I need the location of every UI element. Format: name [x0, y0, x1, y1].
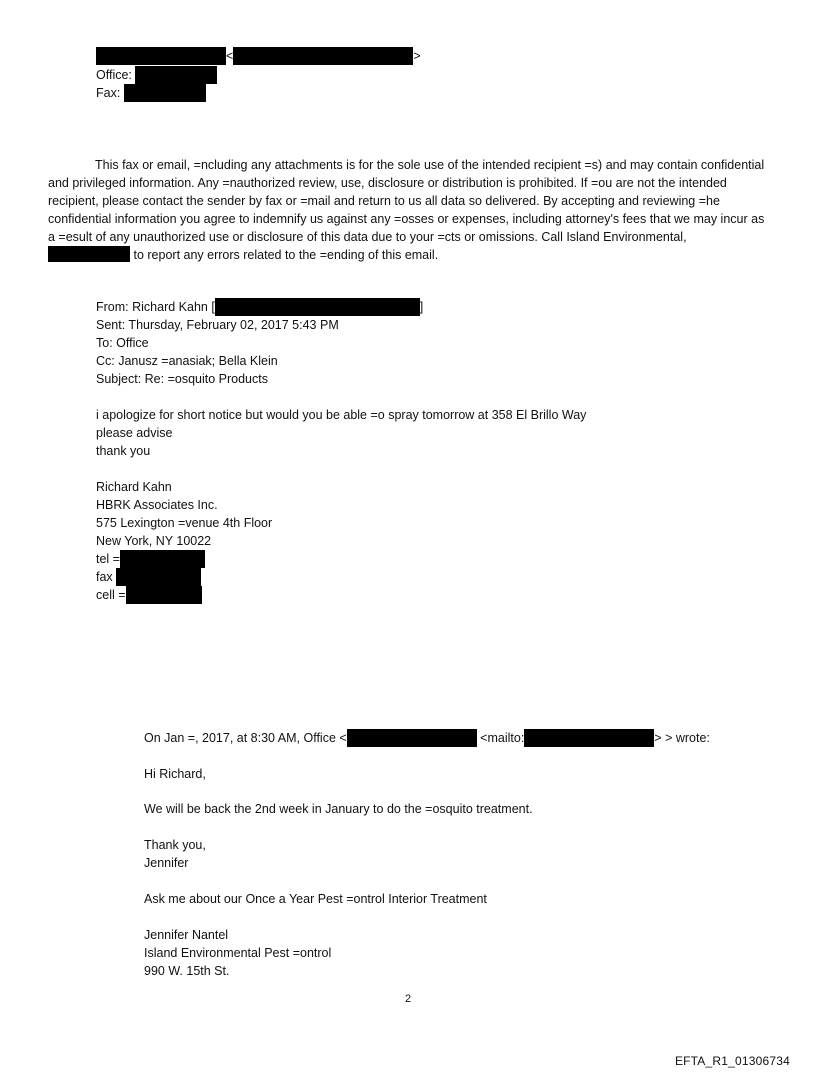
quoted-sig-name: Jennifer Nantel [144, 928, 229, 942]
signature-fax-line [96, 568, 201, 586]
signature-cell-line [96, 586, 202, 604]
quoted-sig-address: 990 W. 15th St. [144, 964, 230, 978]
header-office-line [96, 66, 217, 84]
quoted-sig-company: Island Environmental Pest =ontrol [144, 946, 332, 960]
redacted-tel [120, 550, 205, 568]
fax-label-sig: fax [96, 570, 113, 584]
redacted-office-number [135, 66, 217, 84]
redacted-phone [48, 246, 130, 262]
quoted-body: We will be back the 2nd week in January to do the =osquito treatment. [144, 802, 533, 816]
signature-tel-line [96, 550, 205, 568]
quoted-header-prefix: On Jan =, 2017, at 8:30 AM, Office < [144, 731, 347, 745]
office-label: Office: [96, 68, 132, 82]
document-id: EFTA_R1_01306734 [674, 1054, 790, 1068]
redacted-office-email [347, 729, 477, 747]
redacted-mailto-email [524, 729, 654, 747]
redacted-fax [116, 568, 201, 586]
sent-line: Sent: Thursday, February 02, 2017 5:43 PM [96, 318, 339, 332]
quoted-header-suffix: > > wrote: [654, 731, 710, 745]
quoted-ask: Ask me about our Once a Year Pest =ontrol Interior Treatment [144, 892, 487, 906]
cc-line: Cc: Janusz =anasiak; Bella Klein [96, 354, 278, 368]
header-sender-line [96, 47, 421, 65]
signature-name: Richard Kahn [96, 480, 172, 494]
disclaimer-paragraph [48, 156, 770, 264]
message-line-3: thank you [96, 444, 151, 458]
cell-label: cell = [96, 588, 126, 602]
quoted-sender-first: Jennifer [144, 856, 189, 870]
redacted-cell [126, 586, 202, 604]
redacted-sender-email [233, 47, 413, 65]
mailto-label: <mailto: [480, 731, 525, 745]
redacted-sender-name [96, 47, 226, 65]
signature-address-1: 575 Lexington =venue 4th Floor [96, 516, 273, 530]
lt-bracket: < [226, 49, 234, 63]
message-line-2: please advise [96, 426, 173, 440]
page-number: 2 [404, 993, 412, 1005]
signature-address-2: New York, NY 10022 [96, 534, 212, 548]
signature-company: HBRK Associates Inc. [96, 498, 218, 512]
from-suffix: ] [419, 300, 424, 314]
tel-label: tel = [96, 552, 120, 566]
from-line [96, 298, 423, 316]
fax-label: Fax: [96, 86, 121, 100]
header-fax-line [96, 84, 206, 102]
quoted-header-line [144, 729, 710, 747]
disclaimer-text-end: to report any errors related to the =ending of this email. [133, 248, 439, 262]
to-line: To: Office [96, 336, 149, 350]
message-line-1: i apologize for short notice but would you be able =o spray tomorrow at 358 El Brillo Way [96, 408, 587, 422]
from-prefix: From: Richard Kahn [ [96, 300, 215, 314]
subject-line: Subject: Re: =osquito Products [96, 372, 268, 386]
quoted-greeting: Hi Richard, [144, 767, 206, 781]
gt-bracket: > [413, 49, 421, 63]
redacted-from-email [215, 298, 420, 316]
redacted-fax-number [124, 84, 206, 102]
disclaimer-text: This fax or email, =ncluding any attachments is for the sole use of the intended recipient =s) and may contain confidential and privileged information. Any =nauthorized review, use, disclosure or distribution is prohibited. If =ou are not the intended recipient, please contact the sender by fax or =mail and return to us all data so delivered. By accepting and reviewing =he confidential information you agree to indemnify us against any =osses or expenses, including attorney's fees that we may incur as a =esult of any unauthorized use or disclosure of this data due to your =cts or omissions. Call Island Environmental, [48, 158, 765, 244]
quoted-thanks: Thank you, [144, 838, 206, 852]
